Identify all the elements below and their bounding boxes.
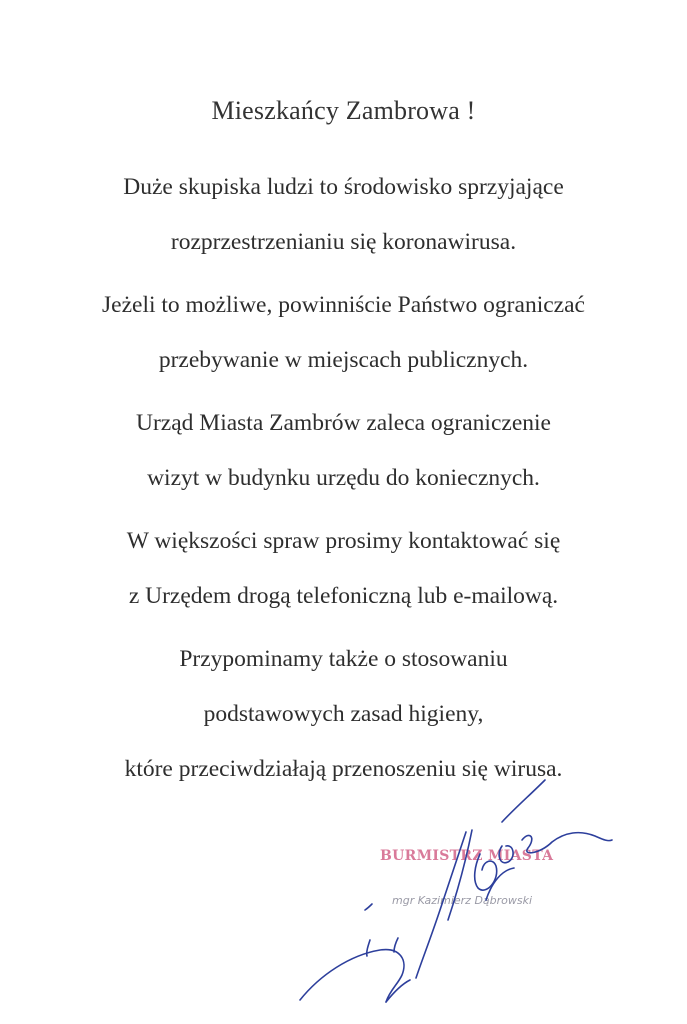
paragraph-line: z Urzędem drogą telefoniczną lub e-mailową. [128,583,559,609]
paragraph-line: W większości spraw prosimy kontaktować się [126,528,561,554]
paragraph-1 [0,160,687,270]
paragraph-3 [0,396,687,506]
paragraph-line: Urząd Miasta Zambrów zaleca ograniczenie [136,410,551,436]
paragraph-line: wizyt w budynku urzędu do koniecznych. [147,465,540,491]
letter-title: Mieszkańcy Zambrowa ! [211,96,476,125]
paragraph-line: Jeżeli to możliwe, powinniście Państwo ograniczać [102,292,585,318]
paragraph-4 [0,514,687,624]
paragraph-line: Duże skupiska ludzi to środowisko sprzyjające [123,174,564,200]
paragraph-line: podstawowych zasad higieny, [203,701,484,727]
paragraph-2 [0,278,687,388]
handwritten-signature [290,770,620,1020]
stamp-name: mgr Kazimierz Dąbrowski [392,894,533,907]
paragraph-line: rozprzestrzenianiu się koronawirusa. [170,229,517,255]
paragraph-line: Przypominamy także o stosowaniu [179,646,508,672]
paragraph-line: przebywanie w miejscach publicznych. [158,347,529,373]
letter-body [0,160,687,805]
paragraph-line: które przeciwdziałają przenoszeniu się wirusa. [124,756,563,782]
stamp-title: BURMISTRZ MIASTA [380,848,554,864]
